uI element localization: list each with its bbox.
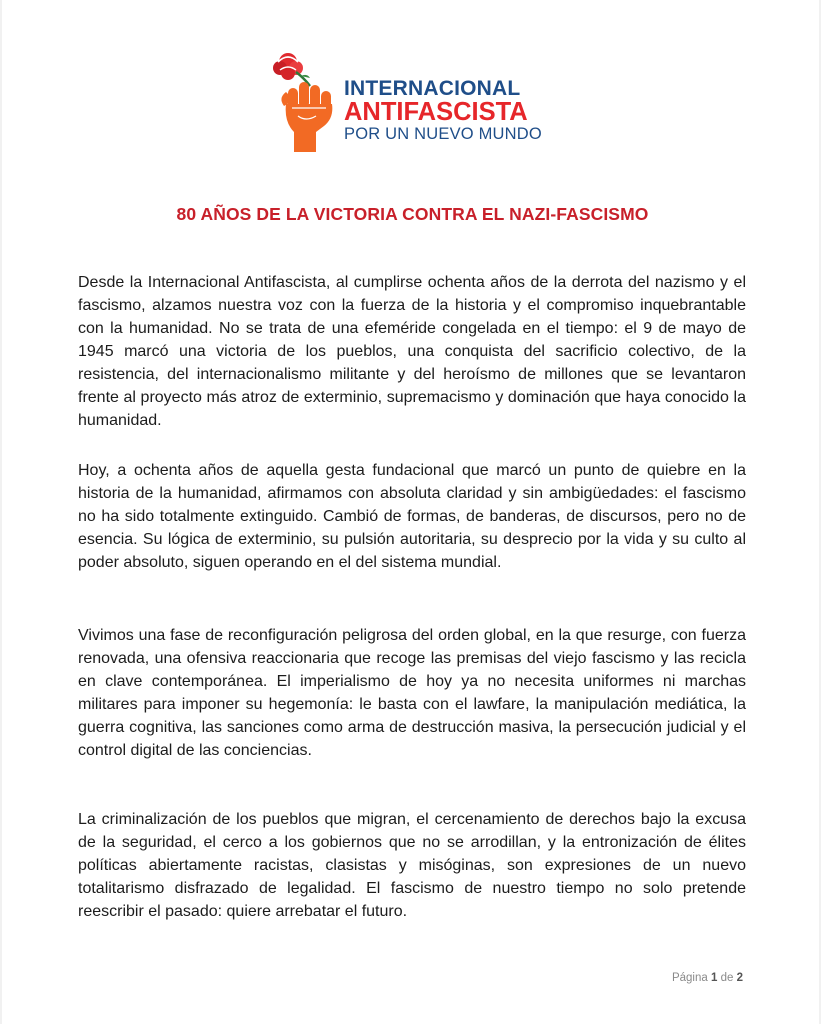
logo-line-internacional: INTERNACIONAL bbox=[344, 77, 521, 100]
logo-line-tagline: POR UN NUEVO MUNDO bbox=[344, 125, 542, 143]
page-label: Página bbox=[671, 972, 708, 984]
logo-wordmark bbox=[344, 78, 566, 144]
paragraph-4: La criminalización de los pueblos que migran, el cercenamiento de derechos bajo la excusa de la seguridad, el cerco a los gobiernos que no se arrodillan, y la entronización de élites políticas abiertamente racistas, clasistas y misóginas, son expresiones de un nuevo totalitarismo disfrazado de legalidad. El fascismo de nuestro tiempo no solo pretende reescribir el pasado: quiere arrebatar el futuro. bbox=[78, 811, 746, 920]
page-total: 2 bbox=[736, 972, 743, 984]
page-number bbox=[672, 972, 743, 984]
paragraph-3: Vivimos una fase de reconfiguración peligrosa del orden global, en la que resurge, con fuerza renovada, una ofensiva reaccionaria que recoge las premisas del viejo fascismo y las recicla en clave contemporánea. El imperialismo de hoy ya no necesita uniformes ni marchas militares para imponer su hegemonía: le basta con el lawfare, la manipulación mediática, la guerra cognitiva, las sanciones como arma de destrucción masiva, la persecución judicial y el control digital de las conciencias. bbox=[78, 627, 746, 759]
logo-line-antifascista: ANTIFASCISTA bbox=[344, 98, 528, 126]
document-title: 80 AÑOS DE LA VICTORIA CONTRA EL NAZI-FASCISMO bbox=[176, 204, 649, 224]
organization-logo bbox=[266, 48, 566, 154]
paragraph-1: Desde la Internacional Antifascista, al cumplirse ochenta años de la derrota del nazismo y el fascismo, alzamos nuestra voz con la fuerza de la historia y el compromiso inquebrantable con la humanidad. No se trata de una efeméride congelada en el tiempo: el 9 de mayo de 1945 marcó una victoria de los pueblos, una conquista del sacrificio colectivo, de la resistencia, del internacionalismo militante y del heroísmo de millones que se levantaron frente al proyecto más atroz de exterminio, supremacismo y dominación que haya conocido la humanidad. bbox=[78, 274, 746, 429]
page-of-label: de bbox=[720, 972, 734, 984]
raised-fist-with-carnation-icon bbox=[266, 48, 342, 154]
paragraph-2: Hoy, a ochenta años de aquella gesta fundacional que marcó un punto de quiebre en la historia de la humanidad, afirmamos con absoluta claridad y sin ambigüedades: el fascismo no ha sido totalmente extinguido. Cambió de formas, de banderas, de discursos, pero no de esencia. Su lógica de exterminio, su pulsión autoritaria, su desprecio por la vida y su culto al poder absoluto, siguen operando en el del sistema mundial. bbox=[78, 462, 746, 571]
page-current: 1 bbox=[710, 972, 718, 984]
